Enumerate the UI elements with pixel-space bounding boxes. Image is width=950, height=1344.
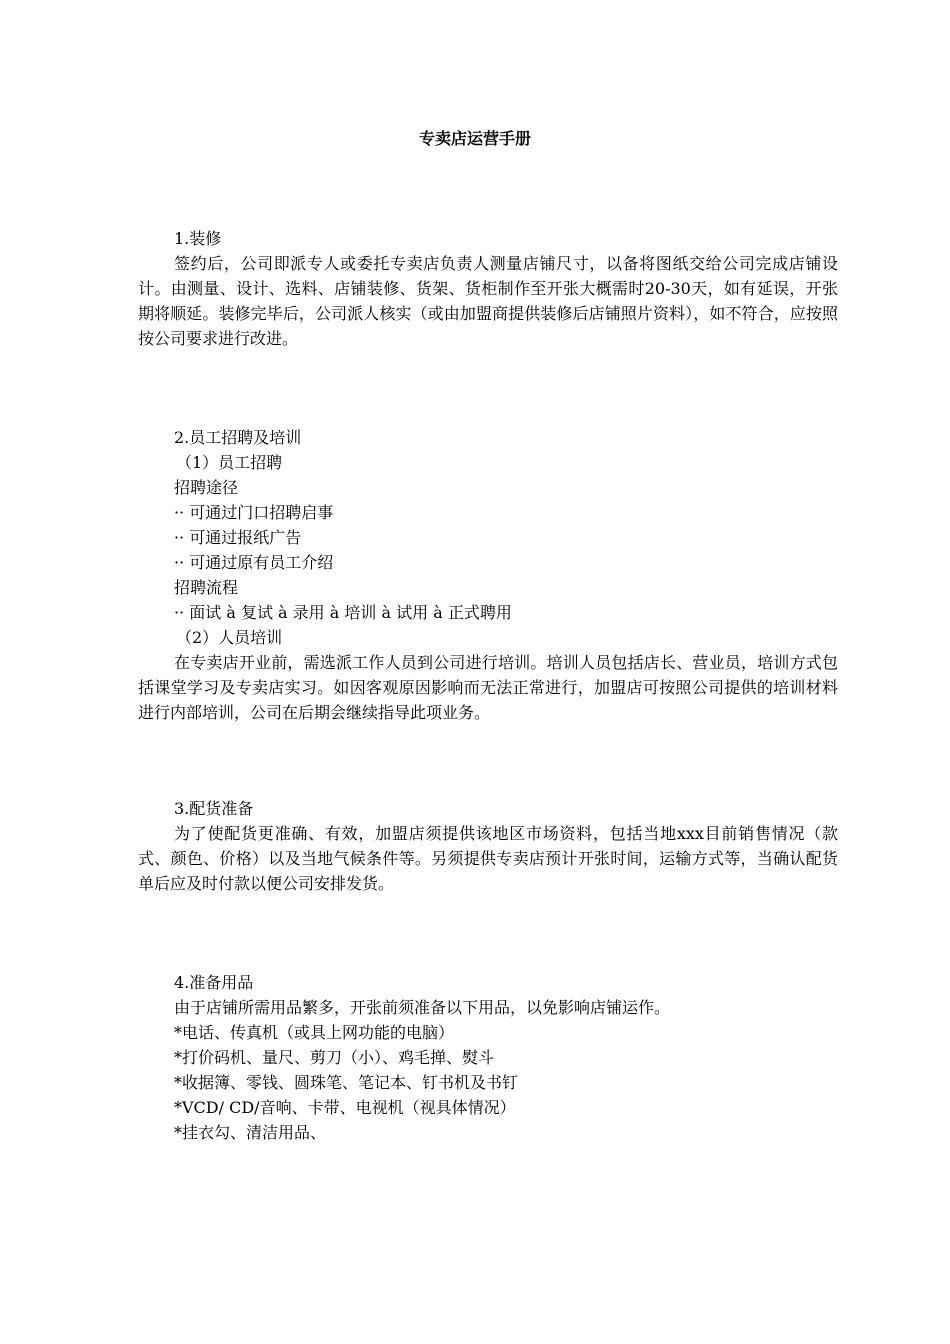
list-item: ·· 可通过原有员工介绍 (174, 553, 334, 572)
supplies-intro: 由于店铺所需用品繁多，开张前须准备以下用品，以免影响店铺运作。 (174, 998, 671, 1017)
section-heading: 4.准备用品 (174, 973, 254, 992)
recruitment-process-label: 招聘流程 (174, 578, 239, 597)
section-paragraph: 签约后，公司即派专人或委托专卖店负责人测量店铺尺寸，以备将图纸交给公司完成店铺设计。由测量、设计、选料、店铺装修、货架、货柜制作至开张大概需时20-30天，如有延误，开张期将顺延。装修完毕后，公司派人核实（或由加盟商提供装修后店铺照片资料），如不符合，应按照按公司要求进行改进。 (138, 254, 838, 348)
list-item: *挂衣勾、清洁用品、 (174, 1123, 327, 1142)
list-item: ·· 可通过报纸广告 (174, 528, 302, 547)
section-heading: 3.配货准备 (174, 799, 254, 818)
list-item: *电话、传真机（或具上网功能的电脑） (174, 1023, 455, 1042)
document-title: 专卖店运营手册 (418, 129, 531, 148)
recruitment-process-steps: ·· 面试 à 复试 à 录用 à 培训 à 试用 à 正式聘用 (174, 603, 512, 622)
section-paragraph: 为了使配货更准确、有效，加盟店须提供该地区市场资料，包括当地xxx目前销售情况（款式、颜色、价格）以及当地气候条件等。另须提供专卖店预计开张时间，运输方式等，当确认配货单后应及时付款以便公司安排发货。 (138, 824, 838, 893)
subsection-heading-training: （2）人员培训 (176, 628, 283, 647)
list-item: *VCD/ CD/音响、卡带、电视机（视具体情况） (174, 1098, 516, 1117)
list-item: ·· 可通过门口招聘启事 (174, 503, 334, 522)
recruitment-channels-label: 招聘途径 (174, 478, 239, 497)
subsection-heading-recruitment: （1）员工招聘 (176, 453, 283, 472)
section-renovation (138, 226, 838, 351)
section-heading: 1.装修 (174, 229, 222, 248)
section-stock-preparation (138, 796, 838, 896)
section-heading: 2.员工招聘及培训 (174, 428, 302, 447)
section-paragraph: 在专卖店开业前，需选派工作人员到公司进行培训。培训人员包括店长、营业员，培训方式包括课堂学习及专卖店实习。如因客观原因影响而无法正常进行，加盟店可按照公司提供的培训材料进行内部培训，公司在后期会继续指导此项业务。 (138, 653, 838, 722)
section-supplies (138, 970, 838, 1145)
section-recruitment-training (138, 425, 838, 725)
list-item: *打价码机、量尺、剪刀（小）、鸡毛掸、熨斗 (174, 1048, 495, 1067)
list-item: *收据簿、零钱、圆珠笔、笔记本、钉书机及书钉 (174, 1073, 519, 1092)
